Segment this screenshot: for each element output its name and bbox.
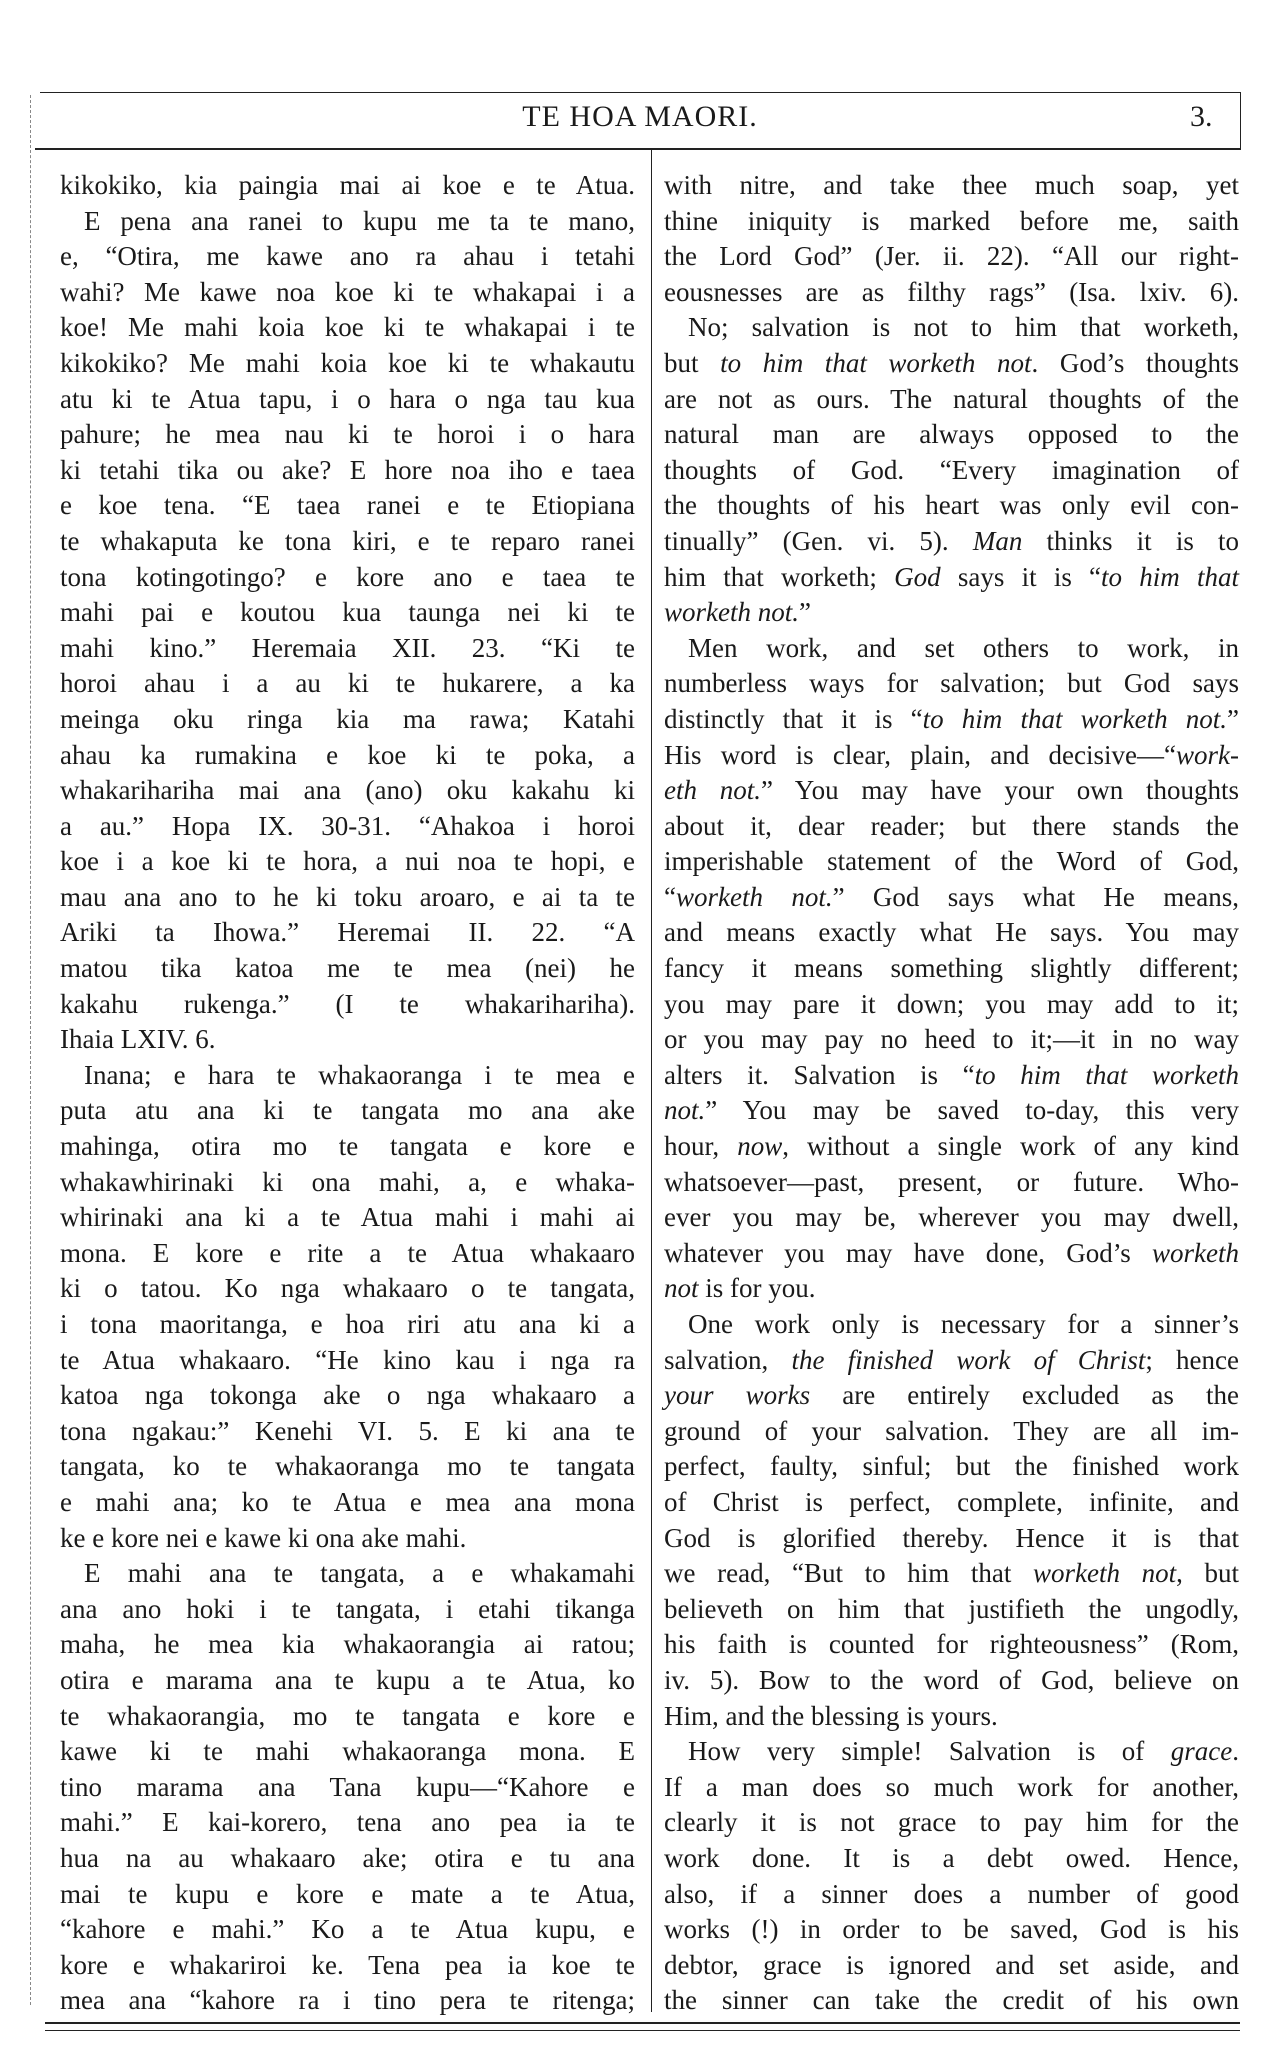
text-run: . (1232, 1736, 1239, 1767)
text-run: kikokiko, kia paingia mai ai koe e te Atua. (60, 170, 635, 200)
right-column-english (664, 168, 1239, 2019)
text-line (664, 1663, 1239, 1699)
text-line (664, 1770, 1239, 1806)
italic-text: worketh not. (675, 881, 833, 912)
text-run: ahau ka rumakina e koe ki te poka, a (60, 739, 635, 770)
italic-text: to him that worketh (974, 1059, 1240, 1090)
text-line (60, 1307, 635, 1343)
text-run: ” You may have your own thoughts (761, 775, 1239, 806)
text-line (60, 631, 635, 667)
text-line (664, 488, 1239, 524)
text-run: iv. 5). Bow to the word of God, believe on (664, 1664, 1239, 1695)
text-run: ground of your salvation. They are all im- (664, 1415, 1239, 1446)
text-line (60, 204, 635, 240)
text-line (60, 239, 635, 275)
text-line (664, 809, 1239, 845)
text-run: the sinner can take the credit of his own (664, 1985, 1239, 2016)
text-run: debtor, grace is ignored and set aside, and (664, 1949, 1239, 1980)
text-line (60, 809, 635, 845)
text-line (60, 1236, 635, 1272)
text-line (60, 595, 635, 631)
text-run: katoa nga tokonga ake o nga whakaaro a (60, 1380, 635, 1411)
text-run: te whakaputa ke tona kiri, e te reparo ranei (60, 525, 635, 556)
text-run: numberless ways for salvation; but God says (664, 668, 1239, 699)
text-line (60, 1627, 635, 1663)
top-rule (40, 92, 1240, 93)
text-run: , without a single work of any kind (782, 1131, 1239, 1162)
text-line (664, 915, 1239, 951)
text-line (664, 1983, 1239, 2019)
text-run: natural man are always opposed to the (664, 419, 1239, 450)
text-line (60, 1699, 635, 1735)
text-run: or you may pay no heed to it;—it in no way (664, 1024, 1239, 1055)
text-line (60, 1093, 635, 1129)
text-run: imperishable statement of the Word of God, (664, 846, 1239, 877)
text-line (664, 1627, 1239, 1663)
text-run: eousnesses are as filthy rags” (Isa. lxiv. 6). (664, 276, 1239, 307)
text-run: kikokiko? Me mahi koia koe ki te whakautu (60, 347, 635, 378)
text-run: ” God says what He means, (832, 881, 1239, 912)
text-run: Inana; e hara te whakaoranga i te mea e (84, 1059, 635, 1090)
text-run: whakarihariha mai ana (ano) oku kakahu ki (60, 775, 635, 806)
text-run: . God’s thoughts (1031, 347, 1239, 378)
text-run: i tona maoritanga, e hoa riri atu ana ki a (60, 1309, 635, 1339)
text-line (664, 1592, 1239, 1628)
italic-text: God (894, 561, 941, 592)
text-run: the thoughts of his heart was only evil con- (664, 490, 1239, 521)
text-run: mahi.” E kai-korero, tena ano pea ia te (60, 1807, 635, 1838)
text-run: but (664, 347, 721, 378)
text-run: If a man does so much work for another, (664, 1771, 1239, 1802)
text-run: tinually” (Gen. vi. 5). (664, 525, 973, 556)
text-run: a au.” Hopa IX. 30-31. “Ahakoa i horoi (60, 810, 635, 841)
text-line (60, 880, 635, 916)
text-run: thoughts of God. “Every imagination of (664, 454, 1239, 485)
text-run: with nitre, and take thee much soap, yet (664, 170, 1239, 200)
text-run: is for you. (698, 1273, 816, 1304)
text-line (60, 275, 635, 311)
text-run: ” (1227, 703, 1239, 734)
italic-text: eth not. (664, 775, 762, 806)
text-line (60, 1592, 635, 1628)
text-line (664, 524, 1239, 560)
text-line (60, 1449, 635, 1485)
text-run: One work only is necessary for a sinner’s (688, 1309, 1239, 1339)
text-line (60, 382, 635, 418)
text-run: koe! Me mahi koia koe ki te whakapai i te (60, 312, 635, 343)
text-run: otira e marama ana te kupu a te Atua, ko (60, 1664, 635, 1695)
text-line (664, 204, 1239, 240)
text-line (664, 1841, 1239, 1877)
text-line (60, 1770, 635, 1806)
text-run: works (!) in order to be saved, God is his (664, 1914, 1239, 1945)
text-line (60, 1271, 635, 1307)
text-line (60, 702, 635, 738)
text-run: kore e whakariroi ke. Tena pea ia koe te (60, 1949, 635, 1980)
text-line (664, 987, 1239, 1023)
text-run: his faith is counted for righteousness” (Rom, (664, 1629, 1239, 1660)
page-number: 3. (1190, 100, 1213, 133)
text-run: mahinga, otira mo te tangata e kore e (60, 1131, 635, 1162)
text-run: kawe ki te mahi whakaoranga mona. E (60, 1736, 635, 1767)
text-run: ki tetahi tika ou ake? E hore noa iho e taea (60, 454, 635, 485)
text-run: ke e kore nei e kawe ki ona ake mahi. (60, 1522, 467, 1553)
text-run: e mahi ana; ko te Atua e mea ana mona (60, 1486, 635, 1517)
text-run: His word is clear, plain, and decisive—“ (664, 739, 1176, 770)
text-run: mau ana ano to he ki toku aroaro, e ai ta te (60, 881, 635, 912)
text-line (60, 1378, 635, 1414)
text-run: and means exactly what He says. You may (664, 917, 1239, 948)
text-line (664, 453, 1239, 489)
text-run: hua na au whakaaro ake; otira e tu ana (60, 1842, 635, 1873)
italic-text: not (664, 1273, 699, 1304)
text-line (60, 560, 635, 596)
text-run: No; salvation is not to him that worketh, (688, 312, 1239, 343)
text-run: “kahore e mahi.” Ko a te Atua kupu, e (60, 1914, 635, 1945)
text-line (60, 310, 635, 346)
text-run: ki o tatou. Ko nga whakaaro o te tangata, (60, 1273, 635, 1304)
text-run: whatsoever—past, present, or future. Who- (664, 1166, 1239, 1197)
text-line (60, 168, 635, 204)
text-run: maha, he mea kia whakaorangia ai ratou; (60, 1629, 635, 1660)
text-run: are entirely excluded as the (810, 1380, 1239, 1411)
text-run: whakawhirinaki ki ona mahi, a, e whaka- (60, 1166, 635, 1197)
italic-text: to him that worketh not. (922, 703, 1228, 734)
running-title: TE HOA MAORI. (522, 100, 758, 133)
text-line (60, 1414, 635, 1450)
text-line (664, 1093, 1239, 1129)
text-run: also, if a sinner does a number of good (664, 1878, 1239, 1909)
text-run: horoi ahau i a au ki te hukarere, a ka (60, 668, 635, 699)
text-line (60, 773, 635, 809)
text-line (664, 1556, 1239, 1592)
text-run: salvation, (664, 1344, 792, 1375)
header-rule (35, 148, 1240, 150)
italic-text: grace (1170, 1736, 1233, 1767)
text-line (664, 346, 1239, 382)
text-line (60, 951, 635, 987)
italic-text: your works (664, 1380, 811, 1411)
text-run: mahi pai e koutou kua taunga nei ki te (60, 597, 635, 628)
text-line (664, 560, 1239, 596)
text-line (60, 1983, 635, 2019)
text-line (664, 1912, 1239, 1948)
text-line (60, 346, 635, 382)
text-run: mona. E kore e rite a te Atua whakaaro (60, 1237, 635, 1268)
text-line (60, 1877, 635, 1913)
text-run: alters it. Salvation is “ (664, 1059, 975, 1090)
text-line (664, 844, 1239, 880)
text-line (60, 1556, 635, 1592)
text-run: koe i a koe ki te hora, a nui noa te hopi, e (60, 846, 635, 877)
text-line (664, 168, 1239, 204)
text-run: pahure; he mea nau ki te horoi i o hara (60, 419, 635, 450)
text-run: e, “Otira, me kawe ano ra ahau i tetahi (60, 241, 635, 272)
text-line (664, 1805, 1239, 1841)
italic-text: to him that worketh not (720, 347, 1032, 378)
text-line (664, 1734, 1239, 1770)
text-run: ” You may be saved to-day, this very (705, 1095, 1239, 1126)
text-line (60, 453, 635, 489)
text-run: thine iniquity is marked before me, saith (664, 205, 1239, 236)
text-line (664, 382, 1239, 418)
text-line (664, 1521, 1239, 1557)
text-run: puta atu ana ki te tangata mo ana ake (60, 1095, 635, 1126)
text-run: kakahu rukenga.” (I te whakarihariha). (60, 988, 635, 1019)
text-run: tona ngakau:” Kenehi VI. 5. E ki ana te (60, 1415, 635, 1446)
text-run: whatever you may have done, God’s (664, 1237, 1152, 1268)
italic-text: worketh (1152, 1237, 1239, 1268)
text-line (60, 1485, 635, 1521)
text-run: work done. It is a debt owed. Hence, (664, 1842, 1239, 1873)
text-line (60, 987, 635, 1023)
text-line (60, 1129, 635, 1165)
text-run: Him, and the blessing is yours. (664, 1700, 998, 1731)
italic-text: work- (1176, 739, 1239, 770)
text-run: E pena ana ranei to kupu me ta te mano, (84, 205, 635, 236)
text-run: mea ana “kahore ra i tino pera te ritenga; (60, 1985, 635, 2016)
text-run: te Atua whakaaro. “He kino kau i nga ra (60, 1344, 635, 1375)
text-line (60, 1948, 635, 1984)
text-line (664, 310, 1239, 346)
text-line (60, 417, 635, 453)
text-run: thinks it is to (1022, 525, 1239, 556)
text-run: God is glorified thereby. Hence it is that (664, 1522, 1239, 1553)
italic-text: the finished work of Christ (791, 1344, 1146, 1375)
text-run: hour, (664, 1131, 738, 1162)
bottom-rule (45, 2022, 1240, 2024)
italic-text: worketh not (1032, 1558, 1177, 1589)
text-line (664, 417, 1239, 453)
text-line (664, 1378, 1239, 1414)
text-run: mahi kino.” Heremaia XII. 23. “Ki te (60, 632, 635, 663)
text-line (60, 738, 635, 774)
text-run: fancy it means something slightly different; (664, 953, 1239, 984)
text-line (60, 1663, 635, 1699)
text-run: mai te kupu e kore e mate a te Atua, (60, 1878, 635, 1909)
text-line (60, 915, 635, 951)
text-run: clearly it is not grace to pay him for the (664, 1807, 1239, 1838)
text-line (60, 1200, 635, 1236)
text-run: meinga oku ringa kia ma rawa; Katahi (60, 703, 635, 734)
text-run: ; hence (1145, 1344, 1239, 1375)
text-run: , but (1176, 1558, 1239, 1589)
text-run: Ariki ta Ihowa.” Heremai II. 22. “A (60, 917, 635, 948)
bottom-rule-thin (45, 2030, 1240, 2031)
text-line (60, 488, 635, 524)
text-run: e koe tena. “E taea ranei e te Etiopiana (60, 490, 635, 521)
text-line (60, 524, 635, 560)
text-run: Ihaia LXIV. 6. (60, 1024, 216, 1055)
text-line (664, 1129, 1239, 1165)
left-margin-border (30, 95, 31, 2005)
text-run: ana ano hoki i te tangata, i etahi tikanga (60, 1593, 635, 1624)
text-line (664, 1449, 1239, 1485)
text-run: wahi? Me kawe noa koe ki te whakapai i a (60, 276, 635, 307)
text-run: you may pare it down; you may add to it; (664, 988, 1239, 1019)
text-line (60, 1343, 635, 1379)
text-run: matou tika katoa me te mea (nei) he (60, 953, 635, 984)
text-line (664, 1058, 1239, 1094)
text-line (664, 773, 1239, 809)
text-run: ever you may be, wherever you may dwell, (664, 1202, 1239, 1233)
text-line (60, 1734, 635, 1770)
text-run: te whakaorangia, mo te tangata e kore e (60, 1700, 635, 1731)
text-line (664, 1236, 1239, 1272)
text-line (60, 666, 635, 702)
text-run: “ (664, 881, 676, 912)
text-run: E mahi ana te tangata, a e whakamahi (84, 1558, 635, 1589)
text-line (60, 1841, 635, 1877)
text-line (60, 1165, 635, 1201)
text-line (664, 1699, 1239, 1735)
text-run: How very simple! Salvation is of (688, 1736, 1171, 1767)
italic-text: Man (972, 525, 1023, 556)
text-run: tino marama ana Tana kupu—“Kahore e (60, 1771, 635, 1802)
italic-text: now (737, 1131, 783, 1162)
text-line (664, 702, 1239, 738)
text-run: we read, “But to him that (664, 1558, 1033, 1589)
text-line (60, 844, 635, 880)
text-line (60, 1022, 635, 1058)
italic-text: worketh not. (664, 597, 799, 628)
text-line (664, 666, 1239, 702)
text-line (664, 1877, 1239, 1913)
text-line (664, 239, 1239, 275)
text-run: tona kotingotingo? e kore ano e taea te (60, 561, 635, 592)
text-line (664, 1271, 1239, 1307)
text-run: of Christ is perfect, complete, infinite, and (664, 1486, 1239, 1517)
text-run: whirinaki ana ki a te Atua mahi i mahi ai (60, 1202, 635, 1233)
text-line (60, 1912, 635, 1948)
text-run: says it is “ (940, 561, 1102, 592)
text-run: tangata, ko te whakaoranga mo te tangata (60, 1451, 635, 1482)
text-line (664, 275, 1239, 311)
text-line (664, 1485, 1239, 1521)
text-line (664, 1165, 1239, 1201)
text-line (664, 951, 1239, 987)
text-line (664, 595, 1239, 631)
text-line (60, 1805, 635, 1841)
text-run: him that worketh; (664, 561, 895, 592)
text-line (664, 1948, 1239, 1984)
text-line (664, 1343, 1239, 1379)
text-line (664, 1022, 1239, 1058)
text-line (664, 1200, 1239, 1236)
italic-text: to him that (1101, 561, 1239, 592)
text-run: distinctly that it is “ (664, 703, 923, 734)
text-run: atu ki te Atua tapu, i o hara o nga tau kua (60, 383, 635, 414)
text-run: believeth on him that justifieth the ungodly, (664, 1593, 1239, 1624)
text-line (60, 1058, 635, 1094)
text-run: are not as ours. The natural thoughts of the (664, 383, 1239, 414)
text-line (664, 880, 1239, 916)
italic-text: not. (664, 1095, 706, 1126)
text-run: ” (799, 597, 811, 628)
text-line (664, 1307, 1239, 1343)
text-line (60, 1521, 635, 1557)
text-line (664, 631, 1239, 667)
text-run: about it, dear reader; but there stands the (664, 810, 1239, 841)
text-run: perfect, faulty, sinful; but the finished work (664, 1451, 1239, 1482)
text-line (664, 1414, 1239, 1450)
left-column-maori (60, 168, 635, 2019)
text-run: the Lord God” (Jer. ii. 22). “All our right- (664, 241, 1239, 272)
text-line (664, 738, 1239, 774)
column-divider (651, 150, 652, 2012)
text-run: Men work, and set others to work, in (688, 632, 1239, 663)
